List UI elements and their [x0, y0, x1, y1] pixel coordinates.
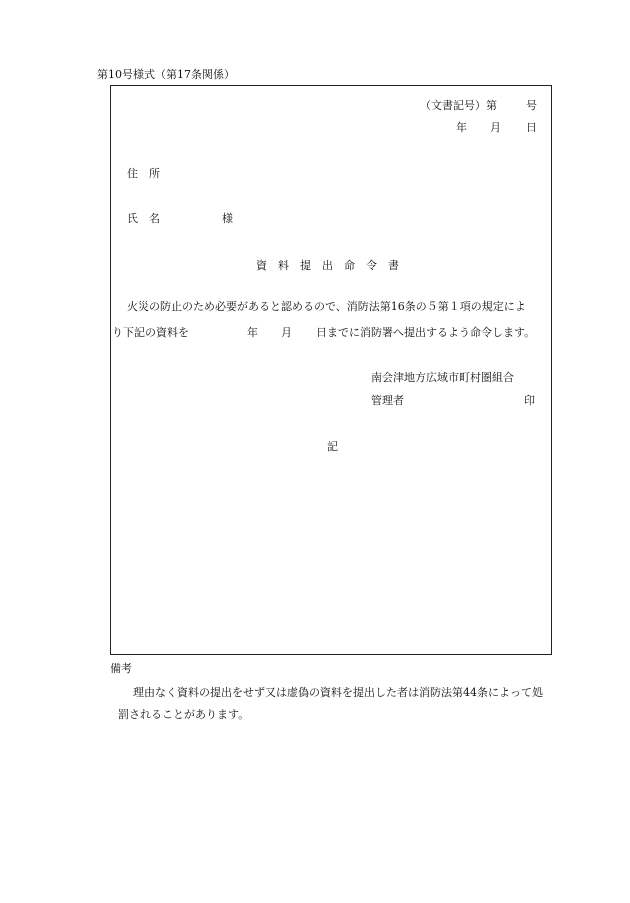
date-day: 日: [526, 121, 537, 134]
doc-ref-prefix: （文書記号）第: [420, 99, 497, 112]
date-month: 月: [490, 121, 501, 134]
body-line-2b: 日までに消防署へ提出するよう命令します。: [316, 326, 536, 339]
body-line-2-month: 月: [281, 326, 292, 339]
address-label: 住 所: [127, 167, 160, 180]
remarks-line-2: 罰されることがあります。: [118, 708, 250, 721]
issuer-org: 南会津地方広域市町村圏組合: [371, 371, 514, 384]
name-label: 氏 名: [127, 212, 160, 225]
form-label: 第10号様式（第17条関係）: [97, 68, 235, 81]
remarks-heading: 備考: [110, 662, 132, 675]
date-year: 年: [456, 121, 467, 134]
body-line-2a: り下記の資料を: [112, 326, 189, 339]
ki-label: 記: [327, 440, 338, 453]
body-line-1: 火災の防止のため必要があると認めるので、消防法第16条の５第１項の規定によ: [127, 300, 526, 313]
document-title: 資 料 提 出 命 令 書: [256, 259, 399, 272]
issuer-role: 管理者: [371, 394, 404, 407]
issuer-seal: 印: [524, 394, 535, 407]
remarks-line-1: 理由なく資料の提出をせず又は虚偽の資料を提出した者は消防法第44条によって処: [133, 686, 543, 699]
doc-ref-suffix: 号: [526, 99, 537, 112]
body-line-2-year: 年: [247, 326, 258, 339]
honorific: 様: [222, 212, 233, 225]
